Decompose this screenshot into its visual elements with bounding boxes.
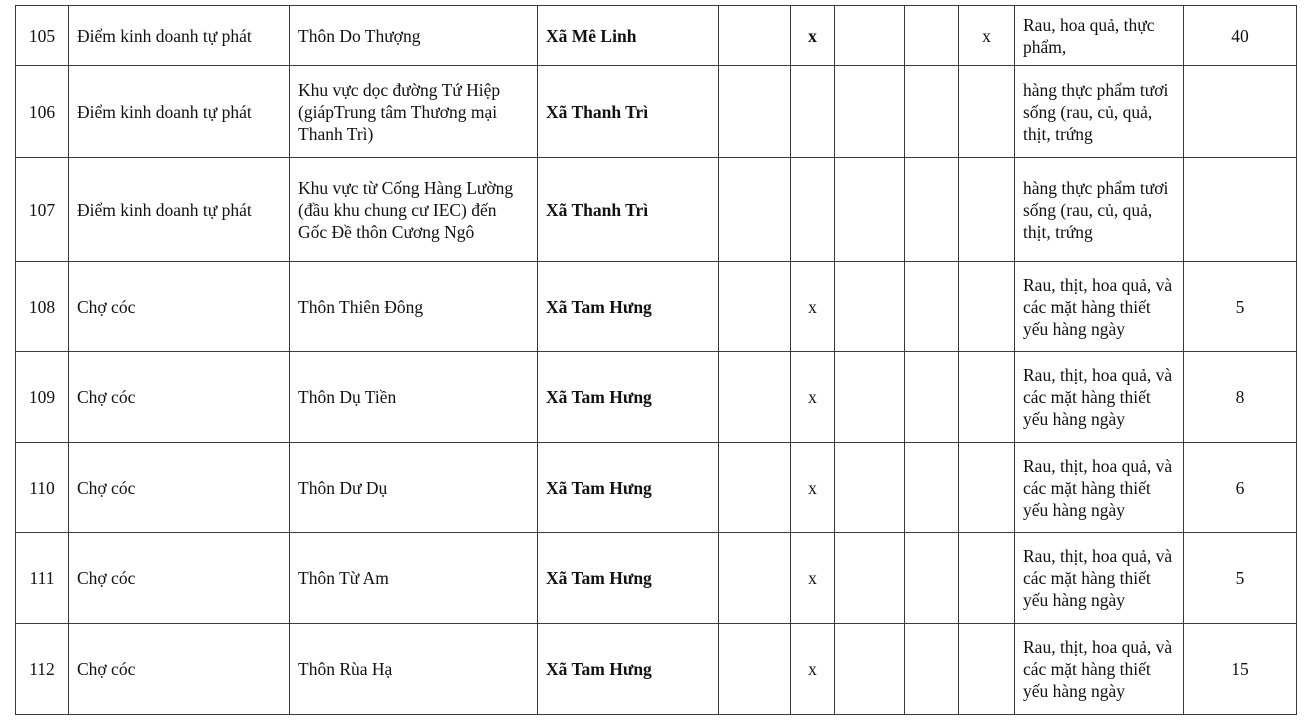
- market-list-table: [15, 5, 1297, 715]
- mark-col-1: [719, 158, 791, 262]
- commune: Xã Tam Hưng: [538, 533, 719, 624]
- table-row: [16, 262, 1297, 352]
- commune: Xã Tam Hưng: [538, 443, 719, 533]
- mark-col-4: [905, 158, 959, 262]
- goods: hàng thực phẩm tươi sống (rau, củ, quả, thịt, trứng: [1015, 158, 1184, 262]
- row-number: 107: [16, 158, 69, 262]
- row-number: 109: [16, 352, 69, 443]
- point-type: Chợ cóc: [69, 352, 290, 443]
- table-row: [16, 533, 1297, 624]
- mark-col-5: [959, 158, 1015, 262]
- mark-col-2: x: [791, 624, 835, 715]
- row-number: 111: [16, 533, 69, 624]
- table-row: [16, 6, 1297, 66]
- commune: Xã Tam Hưng: [538, 624, 719, 715]
- mark-col-4: [905, 66, 959, 158]
- trader-count: [1184, 66, 1297, 158]
- mark-col-5: x: [959, 6, 1015, 66]
- mark-col-1: [719, 6, 791, 66]
- row-number: 108: [16, 262, 69, 352]
- commune: Xã Tam Hưng: [538, 352, 719, 443]
- trader-count: 5: [1184, 533, 1297, 624]
- goods: hàng thực phẩm tươi sống (rau, củ, quả, thịt, trứng: [1015, 66, 1184, 158]
- commune: Xã Thanh Trì: [538, 66, 719, 158]
- mark-col-1: [719, 262, 791, 352]
- point-type: Điểm kinh doanh tự phát: [69, 158, 290, 262]
- mark-col-4: [905, 352, 959, 443]
- row-number: 112: [16, 624, 69, 715]
- table-row: [16, 624, 1297, 715]
- location: Thôn Thiên Đông: [290, 262, 538, 352]
- mark-col-4: [905, 6, 959, 66]
- mark-col-2: x: [791, 533, 835, 624]
- point-type: Chợ cóc: [69, 443, 290, 533]
- mark-col-3: [835, 158, 905, 262]
- mark-col-3: [835, 352, 905, 443]
- mark-col-1: [719, 66, 791, 158]
- point-type: Chợ cóc: [69, 533, 290, 624]
- point-type: Điểm kinh doanh tự phát: [69, 6, 290, 66]
- mark-col-3: [835, 262, 905, 352]
- goods: Rau, thịt, hoa quả, và các mặt hàng thiết yếu hàng ngày: [1015, 352, 1184, 443]
- mark-col-3: [835, 624, 905, 715]
- mark-col-5: [959, 533, 1015, 624]
- location: Khu vực dọc đường Tứ Hiệp (giápTrung tâm Thương mại Thanh Trì): [290, 66, 538, 158]
- mark-col-2: [791, 66, 835, 158]
- mark-col-2: x: [791, 352, 835, 443]
- mark-col-5: [959, 443, 1015, 533]
- mark-col-5: [959, 66, 1015, 158]
- goods: Rau, thịt, hoa quả, và các mặt hàng thiết yếu hàng ngày: [1015, 533, 1184, 624]
- mark-col-1: [719, 352, 791, 443]
- mark-col-2: x: [791, 6, 835, 66]
- mark-col-4: [905, 533, 959, 624]
- commune: Xã Mê Linh: [538, 6, 719, 66]
- mark-col-3: [835, 66, 905, 158]
- mark-col-5: [959, 262, 1015, 352]
- mark-col-4: [905, 262, 959, 352]
- mark-col-5: [959, 352, 1015, 443]
- table-row: [16, 352, 1297, 443]
- mark-col-1: [719, 533, 791, 624]
- goods: Rau, thịt, hoa quả, và các mặt hàng thiết yếu hàng ngày: [1015, 443, 1184, 533]
- mark-col-4: [905, 443, 959, 533]
- mark-col-1: [719, 624, 791, 715]
- mark-col-2: x: [791, 262, 835, 352]
- table-row: [16, 158, 1297, 262]
- row-number: 106: [16, 66, 69, 158]
- location: Thôn Do Thượng: [290, 6, 538, 66]
- location: Thôn Dư Dụ: [290, 443, 538, 533]
- row-number: 105: [16, 6, 69, 66]
- goods: Rau, thịt, hoa quả, và các mặt hàng thiết yếu hàng ngày: [1015, 624, 1184, 715]
- row-number: 110: [16, 443, 69, 533]
- goods: Rau, thịt, hoa quả, và các mặt hàng thiết yếu hàng ngày: [1015, 262, 1184, 352]
- point-type: Chợ cóc: [69, 262, 290, 352]
- location: Thôn Dụ Tiền: [290, 352, 538, 443]
- commune: Xã Tam Hưng: [538, 262, 719, 352]
- mark-col-2: [791, 158, 835, 262]
- location: Thôn Rùa Hạ: [290, 624, 538, 715]
- mark-col-5: [959, 624, 1015, 715]
- trader-count: 15: [1184, 624, 1297, 715]
- mark-col-4: [905, 624, 959, 715]
- commune: Xã Thanh Trì: [538, 158, 719, 262]
- mark-col-1: [719, 443, 791, 533]
- location: Thôn Từ Am: [290, 533, 538, 624]
- trader-count: 5: [1184, 262, 1297, 352]
- trader-count: 40: [1184, 6, 1297, 66]
- goods: Rau, hoa quả, thực phẩm,: [1015, 6, 1184, 66]
- point-type: Chợ cóc: [69, 624, 290, 715]
- table-row: [16, 443, 1297, 533]
- trader-count: 6: [1184, 443, 1297, 533]
- location: Khu vực từ Cống Hàng Lường (đầu khu chung cư IEC) đến Gốc Đề thôn Cương Ngô: [290, 158, 538, 262]
- mark-col-3: [835, 6, 905, 66]
- table-row: [16, 66, 1297, 158]
- point-type: Điểm kinh doanh tự phát: [69, 66, 290, 158]
- mark-col-2: x: [791, 443, 835, 533]
- mark-col-3: [835, 443, 905, 533]
- trader-count: 8: [1184, 352, 1297, 443]
- trader-count: [1184, 158, 1297, 262]
- mark-col-3: [835, 533, 905, 624]
